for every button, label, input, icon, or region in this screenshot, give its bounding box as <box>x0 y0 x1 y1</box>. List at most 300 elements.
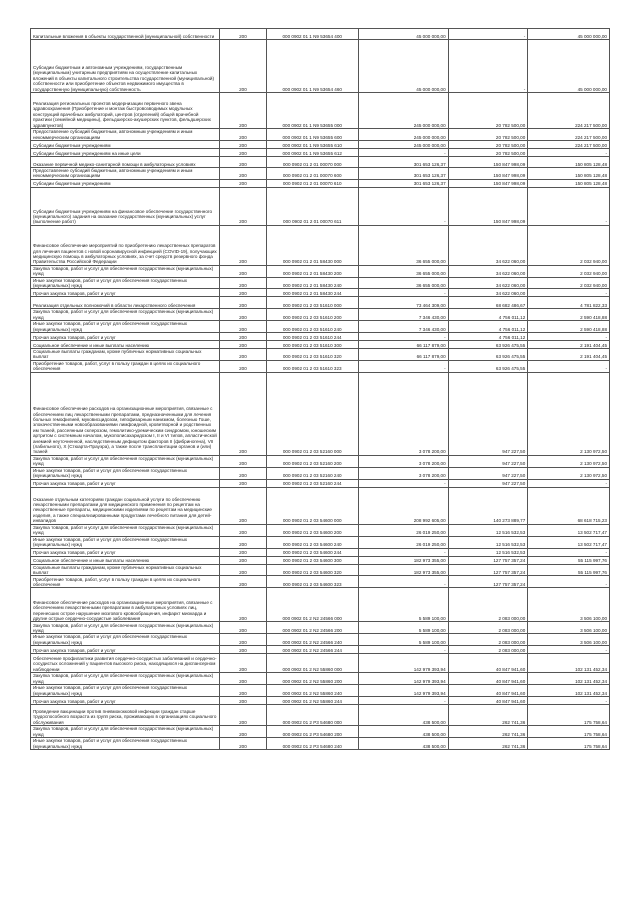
row-approved: 7 346 430,00 <box>358 309 448 321</box>
row-remaining: - <box>528 576 610 588</box>
row-approved: 7 346 430,00 <box>358 321 448 333</box>
row-remaining: - <box>528 548 610 556</box>
row-name: Иные закупки товаров, работ и услуг для обеспечения государственных (муниципальных) нужд <box>31 321 220 333</box>
table-row <box>31 277 610 289</box>
row-name: Прочая закупка товаров, работ и услуг <box>31 646 220 654</box>
row-kbk: 000 0902 01 2 03 51610 244 <box>266 333 358 341</box>
row-remaining: 2 130 972,50 <box>528 372 610 455</box>
row-code: 200 <box>220 673 267 685</box>
row-remaining: 2 590 418,88 <box>528 309 610 321</box>
row-remaining: 150 805 128,48 <box>528 179 610 187</box>
row-kbk: 000 0902 01 2 01 58430 244 <box>266 289 358 297</box>
row-kbk: 000 0902 01 2 03 52160 000 <box>266 372 358 455</box>
row-name: Социальные выплаты гражданам, кроме публичных нормативных социальных выплат <box>31 564 220 576</box>
row-code: 200 <box>220 149 267 157</box>
row-approved: 438 500,00 <box>358 725 448 737</box>
row-executed: 2 083 000,00 <box>448 634 528 646</box>
row-name: Финансовое обеспечение мероприятий по приобретению лекарственных препаратов для лечения пациентов с новой коронавирусной инфекцией (COVID-19), получающих медицинскую помощь в амбулаторных условиях, за счет средств резервного фонда Правительства Российской Федерации <box>31 225 220 265</box>
table-row <box>31 29 610 40</box>
row-name: Социальное обеспечение и иные выплаты населению <box>31 341 220 349</box>
row-kbk: 000 0902 01 2 01 00070 000 <box>266 157 358 168</box>
row-name: Приобретение товаров, работ, услуг в пользу граждан в целях их социального обеспечения <box>31 360 220 372</box>
row-executed: 12 516 532,53 <box>448 536 528 548</box>
row-executed: 40 847 941,60 <box>448 673 528 685</box>
row-name: Приобретение товаров, работ, услуг в пользу граждан в целях их социального обеспечения <box>31 576 220 588</box>
row-remaining: 102 131 452,34 <box>528 654 610 673</box>
row-executed: 127 757 357,24 <box>448 576 528 588</box>
row-executed: 63 926 475,55 <box>448 360 528 372</box>
row-approved: - <box>358 479 448 487</box>
row-approved: 5 589 100,00 <box>358 634 448 646</box>
row-kbk: 000 0902 01 2 03 52160 244 <box>266 479 358 487</box>
row-remaining: - <box>528 333 610 341</box>
row-remaining: 4 781 822,33 <box>528 297 610 309</box>
table-row <box>31 634 610 646</box>
row-executed: 4 756 011,12 <box>448 309 528 321</box>
row-approved: 208 992 605,00 <box>358 487 448 524</box>
row-executed: 127 757 357,24 <box>448 556 528 564</box>
row-code: 200 <box>220 349 267 361</box>
row-name: Иные закупки товаров, работ и услуг для обеспечения государственных (муниципальных) нужд <box>31 634 220 646</box>
row-remaining: 175 758,64 <box>528 725 610 737</box>
row-kbk: 000 0902 01 2 N2 55860 000 <box>266 654 358 673</box>
row-name: Социальные выплаты гражданам, кроме публичных нормативных социальных выплат <box>31 349 220 361</box>
table-row <box>31 646 610 654</box>
row-code: 200 <box>220 467 267 479</box>
row-code: 200 <box>220 277 267 289</box>
row-code: 200 <box>220 548 267 556</box>
row-remaining: 2 191 404,45 <box>528 341 610 349</box>
row-approved: 36 655 000,00 <box>358 265 448 277</box>
row-approved: 66 117 879,00 <box>358 341 448 349</box>
row-code: 200 <box>220 685 267 697</box>
table-row <box>31 168 610 180</box>
row-executed: 34 622 060,00 <box>448 225 528 265</box>
row-kbk: 000 0902 01 2 01 00070 611 <box>266 187 358 225</box>
table-row <box>31 297 610 309</box>
row-code: 200 <box>220 536 267 548</box>
row-executed: 262 741,36 <box>448 725 528 737</box>
table-row <box>31 289 610 297</box>
row-name: Иные закупки товаров, работ и услуг для обеспечения государственных (муниципальных) нужд <box>31 737 220 749</box>
row-code: 200 <box>220 479 267 487</box>
table-row <box>31 696 610 704</box>
row-approved: 301 653 126,37 <box>358 179 448 187</box>
row-code: 200 <box>220 737 267 749</box>
row-name: Финансовое обеспечение расходов на организационные мероприятия, связанные с обеспечением лиц лекарственными препаратами, предназначенными для лечения больных гемофилией, муковисцидозом, гипофизарным нанизмом, болезнью Гоше, злокачественными новообразованиями лимфоидной, кроветворной и родственных им тканей, рассеянным склерозом, гемолитико-уремическим синдромом, юношеским артритом с системным началом, мукополисахаридозом I, II и VI типов, апластической анемией неуточненной, наследственным дефицитом факторов II (фибриногена), VII (лабильного), X (Стюарта-Прауэра), а также после трансплантации органов и (или) тканей <box>31 372 220 455</box>
row-approved: 142 979 393,94 <box>358 654 448 673</box>
table-row <box>31 704 610 725</box>
row-remaining: 45 000 000,00 <box>528 40 610 93</box>
row-executed: 947 227,50 <box>448 479 528 487</box>
table-row <box>31 360 610 372</box>
table-row <box>31 524 610 536</box>
row-name: Субсидии бюджетным и автономным учреждениям, государственным (муниципальным) унитарным предприятиям на осуществление капитальных вложений в объекты капитального строительства государственной (муниципальной) собственности или приобретение объектов недвижимого имущества в государственную (муниципальную) собственность <box>31 40 220 93</box>
row-name: Капитальные вложения в объекты государственной (муниципальной) собственности <box>31 29 220 40</box>
row-remaining: 68 618 715,23 <box>528 487 610 524</box>
row-remaining: - <box>528 149 610 157</box>
row-remaining: 2 032 940,00 <box>528 265 610 277</box>
row-kbk: 000 0902 01 2 P3 54680 000 <box>266 704 358 725</box>
table-row <box>31 455 610 467</box>
row-kbk: 000 0902 01 2 03 51610 000 <box>266 297 358 309</box>
row-executed: 40 847 941,60 <box>448 696 528 704</box>
row-name: Субсидии бюджетным учреждениям <box>31 179 220 187</box>
row-approved: 66 117 879,00 <box>358 349 448 361</box>
row-remaining: 102 131 452,34 <box>528 673 610 685</box>
row-kbk: 000 0902 01 1 N9 53654 400 <box>266 29 358 40</box>
row-approved: 142 979 393,94 <box>358 673 448 685</box>
row-name: Обеспечение профилактики развития сердечно-сосудистых заболеваний и сердечно-сосудистых осложнений у пациентов высокого риска, находящихся на диспансерном наблюдении <box>31 654 220 673</box>
row-approved: - <box>358 576 448 588</box>
row-approved: 3 078 200,00 <box>358 467 448 479</box>
row-kbk: 000 0902 01 2 N2 24566 200 <box>266 622 358 634</box>
row-executed: 2 083 000,00 <box>448 646 528 654</box>
row-name: Субсидии бюджетным учреждениям <box>31 141 220 149</box>
row-name: Иные закупки товаров, работ и услуг для обеспечения государственных (муниципальных) нужд <box>31 277 220 289</box>
row-name: Прочая закупка товаров, работ и услуг <box>31 289 220 297</box>
row-kbk: 000 0902 01 2 N2 24566 244 <box>266 646 358 654</box>
row-executed: - <box>448 29 528 40</box>
row-code: 200 <box>220 696 267 704</box>
row-code: 200 <box>220 29 267 40</box>
row-name: Закупка товаров, работ и услуг для обеспечения государственных (муниципальных) нужд <box>31 455 220 467</box>
row-name: Иные закупки товаров, работ и услуг для обеспечения государственных (муниципальных) нужд <box>31 685 220 697</box>
row-kbk: 000 0902 01 2 03 54600 320 <box>266 564 358 576</box>
row-executed: 40 847 941,60 <box>448 685 528 697</box>
row-name: Реализация региональных проектов модернизации первичного звена здравоохранения (Приобретение и монтаж быстровозводимых модульных конструкций врачебных амбулаторий, центров (отделений) общей врачебной практики (семейной медицины), фельдшерско-акушерских пунктов, фельдшерских здравпунктов) <box>31 93 220 129</box>
row-name: Предоставление субсидий бюджетным, автономным учреждениям и иным некоммерческим организациям <box>31 168 220 180</box>
row-executed: 262 741,36 <box>448 737 528 749</box>
row-kbk: 000 0902 01 1 N9 53655 610 <box>266 141 358 149</box>
table-row <box>31 654 610 673</box>
row-approved: 301 653 126,37 <box>358 168 448 180</box>
row-kbk: 000 0902 01 1 N9 53655 612 <box>266 149 358 157</box>
row-executed: 4 756 011,12 <box>448 321 528 333</box>
row-kbk: 000 0902 01 2 P3 54680 240 <box>266 737 358 749</box>
row-remaining: - <box>528 360 610 372</box>
row-executed: - <box>448 40 528 93</box>
row-kbk: 000 0902 01 2 01 58430 000 <box>266 225 358 265</box>
row-approved: 301 653 126,37 <box>358 157 448 168</box>
row-kbk: 000 0902 01 2 03 51610 200 <box>266 309 358 321</box>
row-approved: 245 000 000,00 <box>358 129 448 141</box>
row-executed: 150 847 998,09 <box>448 157 528 168</box>
row-code: 200 <box>220 524 267 536</box>
row-kbk: 000 0902 01 2 N2 55860 244 <box>266 696 358 704</box>
row-kbk: 000 0902 01 2 N2 55860 240 <box>266 685 358 697</box>
row-kbk: 000 0902 01 2 03 52160 240 <box>266 467 358 479</box>
row-approved: - <box>358 696 448 704</box>
row-executed: 68 682 486,67 <box>448 297 528 309</box>
budget-execution-sheet <box>30 28 610 750</box>
row-remaining: 2 032 940,00 <box>528 277 610 289</box>
row-code: 200 <box>220 622 267 634</box>
table-row <box>31 321 610 333</box>
row-executed: 20 782 500,00 <box>448 93 528 129</box>
row-executed: 63 926 475,55 <box>448 341 528 349</box>
row-remaining: 224 217 500,00 <box>528 93 610 129</box>
row-code: 200 <box>220 576 267 588</box>
row-remaining: 2 130 972,50 <box>528 467 610 479</box>
row-code: 200 <box>220 297 267 309</box>
row-remaining: 2 130 972,50 <box>528 455 610 467</box>
row-remaining: 3 506 100,00 <box>528 622 610 634</box>
row-kbk: 000 0902 01 1 N9 53654 460 <box>266 40 358 93</box>
table-row <box>31 265 610 277</box>
table-row <box>31 725 610 737</box>
table-row <box>31 685 610 697</box>
row-name: Финансовое обеспечение расходов на организационные мероприятия, связанные с обеспечением лекарственными препаратами в амбулаторных условиях лиц, перенесших острое нарушение мозгового кровообращения, инфаркт миокарда и другие острые сердечно-сосудистые заболевания <box>31 588 220 622</box>
row-code: 200 <box>220 265 267 277</box>
row-kbk: 000 0902 01 2 03 54600 323 <box>266 576 358 588</box>
row-code: 200 <box>220 225 267 265</box>
row-approved: 45 000 000,00 <box>358 29 448 40</box>
row-name: Прочая закупка товаров, работ и услуг <box>31 548 220 556</box>
row-approved: 182 973 355,00 <box>358 564 448 576</box>
row-approved: 182 973 355,00 <box>358 556 448 564</box>
row-executed: 150 847 998,09 <box>448 179 528 187</box>
row-kbk: 000 0902 01 2 03 51610 323 <box>266 360 358 372</box>
row-approved: 26 019 250,00 <box>358 524 448 536</box>
row-executed: 262 741,36 <box>448 704 528 725</box>
row-remaining: - <box>528 646 610 654</box>
row-kbk: 000 0902 01 2 03 54600 000 <box>266 487 358 524</box>
row-name: Оказание отдельным категориям граждан социальной услуги по обеспечению лекарственными препаратами для медицинского применения по рецептам на лекарственные препараты, медицинскими изделиями по рецептам на медицинские изделия, а также специализированными продуктами лечебного питания для детей-инвалидов <box>31 487 220 524</box>
row-approved: 5 589 100,00 <box>358 622 448 634</box>
table-row <box>31 309 610 321</box>
row-remaining: - <box>528 289 610 297</box>
row-executed: 947 227,50 <box>448 467 528 479</box>
row-approved: 26 019 250,00 <box>358 536 448 548</box>
row-approved: 45 000 000,00 <box>358 40 448 93</box>
row-code: 200 <box>220 725 267 737</box>
row-code: 200 <box>220 187 267 225</box>
row-code: 200 <box>220 564 267 576</box>
row-executed: 947 227,50 <box>448 372 528 455</box>
row-name: Реализация отдельных полномочий в области лекарственного обеспечения <box>31 297 220 309</box>
row-approved: 36 655 000,00 <box>358 277 448 289</box>
row-kbk: 000 0902 01 1 N9 53655 000 <box>266 93 358 129</box>
row-kbk: 000 0902 01 2 N2 55860 200 <box>266 673 358 685</box>
row-remaining: 2 191 404,45 <box>528 349 610 361</box>
row-code: 200 <box>220 704 267 725</box>
row-executed: 12 516 532,53 <box>448 548 528 556</box>
row-approved: 5 589 100,00 <box>358 588 448 622</box>
row-name: Прочая закупка товаров, работ и услуг <box>31 333 220 341</box>
row-code: 200 <box>220 157 267 168</box>
row-remaining: - <box>528 187 610 225</box>
row-code: 200 <box>220 321 267 333</box>
row-executed: 127 757 357,24 <box>448 564 528 576</box>
row-code: 200 <box>220 341 267 349</box>
row-remaining: 3 506 100,00 <box>528 588 610 622</box>
row-approved: - <box>358 646 448 654</box>
row-code: 200 <box>220 487 267 524</box>
table-row <box>31 40 610 93</box>
row-kbk: 000 0902 01 2 03 54600 240 <box>266 536 358 548</box>
row-kbk: 000 0902 01 2 01 00070 600 <box>266 168 358 180</box>
row-code: 200 <box>220 309 267 321</box>
row-name: Закупка товаров, работ и услуг для обеспечения государственных (муниципальных) нужд <box>31 725 220 737</box>
row-approved: 73 464 309,00 <box>358 297 448 309</box>
row-code: 200 <box>220 168 267 180</box>
table-row <box>31 737 610 749</box>
row-code: 200 <box>220 129 267 141</box>
row-name: Субсидии бюджетным учреждениям на финансовое обеспечение государственного (муниципального) задания на оказание государственных (муниципальных) услуг (выполнение работ) <box>31 187 220 225</box>
table-row <box>31 93 610 129</box>
row-executed: 40 847 941,60 <box>448 654 528 673</box>
row-executed: 4 756 011,12 <box>448 333 528 341</box>
row-kbk: 000 0902 01 2 01 58430 200 <box>266 265 358 277</box>
row-approved: 438 500,00 <box>358 737 448 749</box>
row-approved: - <box>358 333 448 341</box>
row-name: Иные закупки товаров, работ и услуг для обеспечения государственных (муниципальных) нужд <box>31 536 220 548</box>
row-approved: 438 500,00 <box>358 704 448 725</box>
row-executed: 34 622 060,00 <box>448 277 528 289</box>
row-name: Социальное обеспечение и иные выплаты населению <box>31 556 220 564</box>
row-approved: 36 655 000,00 <box>358 225 448 265</box>
row-kbk: 000 0902 01 2 03 51610 240 <box>266 321 358 333</box>
row-remaining: 150 805 128,48 <box>528 157 610 168</box>
row-name: Закупка товаров, работ и услуг для обеспечения государственных (муниципальных) нужд <box>31 673 220 685</box>
row-executed: 20 782 500,00 <box>448 141 528 149</box>
row-remaining: 224 217 500,00 <box>528 129 610 141</box>
row-remaining: 102 131 452,34 <box>528 685 610 697</box>
table-row <box>31 588 610 622</box>
row-executed: 20 782 500,00 <box>448 149 528 157</box>
row-name: Проведение вакцинации против пневмококковой инфекции граждан старше трудоспособного возраста из групп риска, проживающих в организациях социального обслуживания <box>31 704 220 725</box>
row-code: 200 <box>220 455 267 467</box>
row-kbk: 000 0902 01 2 03 54600 300 <box>266 556 358 564</box>
table-row <box>31 487 610 524</box>
row-executed: 150 847 998,09 <box>448 187 528 225</box>
row-kbk: 000 0902 01 2 01 58430 240 <box>266 277 358 289</box>
row-kbk: 000 0902 01 1 N9 53655 600 <box>266 129 358 141</box>
budget-table <box>30 28 610 750</box>
table-row <box>31 157 610 168</box>
table-row <box>31 349 610 361</box>
row-remaining: 13 502 717,47 <box>528 524 610 536</box>
row-code: 200 <box>220 634 267 646</box>
row-name: Закупка товаров, работ и услуг для обеспечения государственных (муниципальных) нужд <box>31 309 220 321</box>
row-executed: 947 227,50 <box>448 455 528 467</box>
row-approved: - <box>358 149 448 157</box>
row-approved: 3 078 200,00 <box>358 455 448 467</box>
row-approved: - <box>358 289 448 297</box>
row-approved: - <box>358 360 448 372</box>
row-kbk: 000 0902 01 2 03 54600 244 <box>266 548 358 556</box>
table-row <box>31 225 610 265</box>
row-executed: 34 622 060,00 <box>448 289 528 297</box>
row-kbk: 000 0902 01 2 P3 54680 200 <box>266 725 358 737</box>
row-kbk: 000 0902 01 2 03 51610 320 <box>266 349 358 361</box>
row-kbk: 000 0902 01 2 03 54600 200 <box>266 524 358 536</box>
row-name: Закупка товаров, работ и услуг для обеспечения государственных (муниципальных) нужд <box>31 622 220 634</box>
row-executed: 34 622 060,00 <box>448 265 528 277</box>
row-code: 200 <box>220 360 267 372</box>
row-remaining: 2 590 418,88 <box>528 321 610 333</box>
row-executed: 150 847 998,09 <box>448 168 528 180</box>
row-remaining: - <box>528 479 610 487</box>
table-row <box>31 564 610 576</box>
row-executed: 20 782 500,00 <box>448 129 528 141</box>
table-row <box>31 467 610 479</box>
row-name: Оказание первичной медико-санитарной помощи в амбулаторных условиях <box>31 157 220 168</box>
table-row <box>31 548 610 556</box>
row-name: Субсидии бюджетным учреждениям на иные цели <box>31 149 220 157</box>
row-code: 200 <box>220 141 267 149</box>
row-remaining: 224 217 500,00 <box>528 141 610 149</box>
table-row <box>31 479 610 487</box>
table-row <box>31 536 610 548</box>
row-executed: 12 516 532,53 <box>448 524 528 536</box>
row-code: 200 <box>220 40 267 93</box>
row-code: 200 <box>220 646 267 654</box>
row-code: 200 <box>220 588 267 622</box>
row-executed: 2 083 000,00 <box>448 588 528 622</box>
row-remaining: 3 506 100,00 <box>528 634 610 646</box>
row-approved: - <box>358 548 448 556</box>
table-row <box>31 556 610 564</box>
row-name: Закупка товаров, работ и услуг для обеспечения государственных (муниципальных) нужд <box>31 524 220 536</box>
row-kbk: 000 0902 01 2 01 00070 610 <box>266 179 358 187</box>
row-kbk: 000 0902 01 2 N2 24566 240 <box>266 634 358 646</box>
row-code: 200 <box>220 654 267 673</box>
table-body <box>31 29 610 750</box>
row-name: Иные закупки товаров, работ и услуг для обеспечения государственных (муниципальных) нужд <box>31 467 220 479</box>
row-executed: 140 273 889,77 <box>448 487 528 524</box>
table-row <box>31 141 610 149</box>
table-row <box>31 179 610 187</box>
row-remaining: 150 805 128,48 <box>528 168 610 180</box>
row-name: Прочая закупка товаров, работ и услуг <box>31 696 220 704</box>
row-remaining: 55 115 997,76 <box>528 564 610 576</box>
table-row <box>31 576 610 588</box>
table-row <box>31 341 610 349</box>
row-executed: 63 926 475,55 <box>448 349 528 361</box>
table-row <box>31 372 610 455</box>
table-row <box>31 129 610 141</box>
row-approved: - <box>358 187 448 225</box>
row-remaining: - <box>528 696 610 704</box>
row-remaining: 175 758,64 <box>528 704 610 725</box>
row-approved: 142 979 393,94 <box>358 685 448 697</box>
row-remaining: 2 032 940,00 <box>528 225 610 265</box>
row-kbk: 000 0902 01 2 N2 24566 000 <box>266 588 358 622</box>
row-name: Предоставление субсидий бюджетным, автономным учреждениям и иным некоммерческим организациям <box>31 129 220 141</box>
row-kbk: 000 0902 01 2 03 51610 300 <box>266 341 358 349</box>
row-code: 200 <box>220 333 267 341</box>
row-executed: 2 083 000,00 <box>448 622 528 634</box>
row-name: Прочая закупка товаров, работ и услуг <box>31 479 220 487</box>
row-kbk: 000 0902 01 2 03 52160 200 <box>266 455 358 467</box>
row-remaining: 55 115 997,76 <box>528 556 610 564</box>
row-code: 200 <box>220 556 267 564</box>
row-name: Закупка товаров, работ и услуг для обеспечения государственных (муниципальных) нужд <box>31 265 220 277</box>
table-row <box>31 187 610 225</box>
row-code: 200 <box>220 179 267 187</box>
table-row <box>31 622 610 634</box>
row-code: 200 <box>220 289 267 297</box>
row-remaining: 45 000 000,00 <box>528 29 610 40</box>
row-code: 200 <box>220 372 267 455</box>
table-row <box>31 673 610 685</box>
table-row <box>31 149 610 157</box>
row-remaining: 13 502 717,47 <box>528 536 610 548</box>
row-remaining: 175 758,64 <box>528 737 610 749</box>
row-approved: 245 000 000,00 <box>358 141 448 149</box>
